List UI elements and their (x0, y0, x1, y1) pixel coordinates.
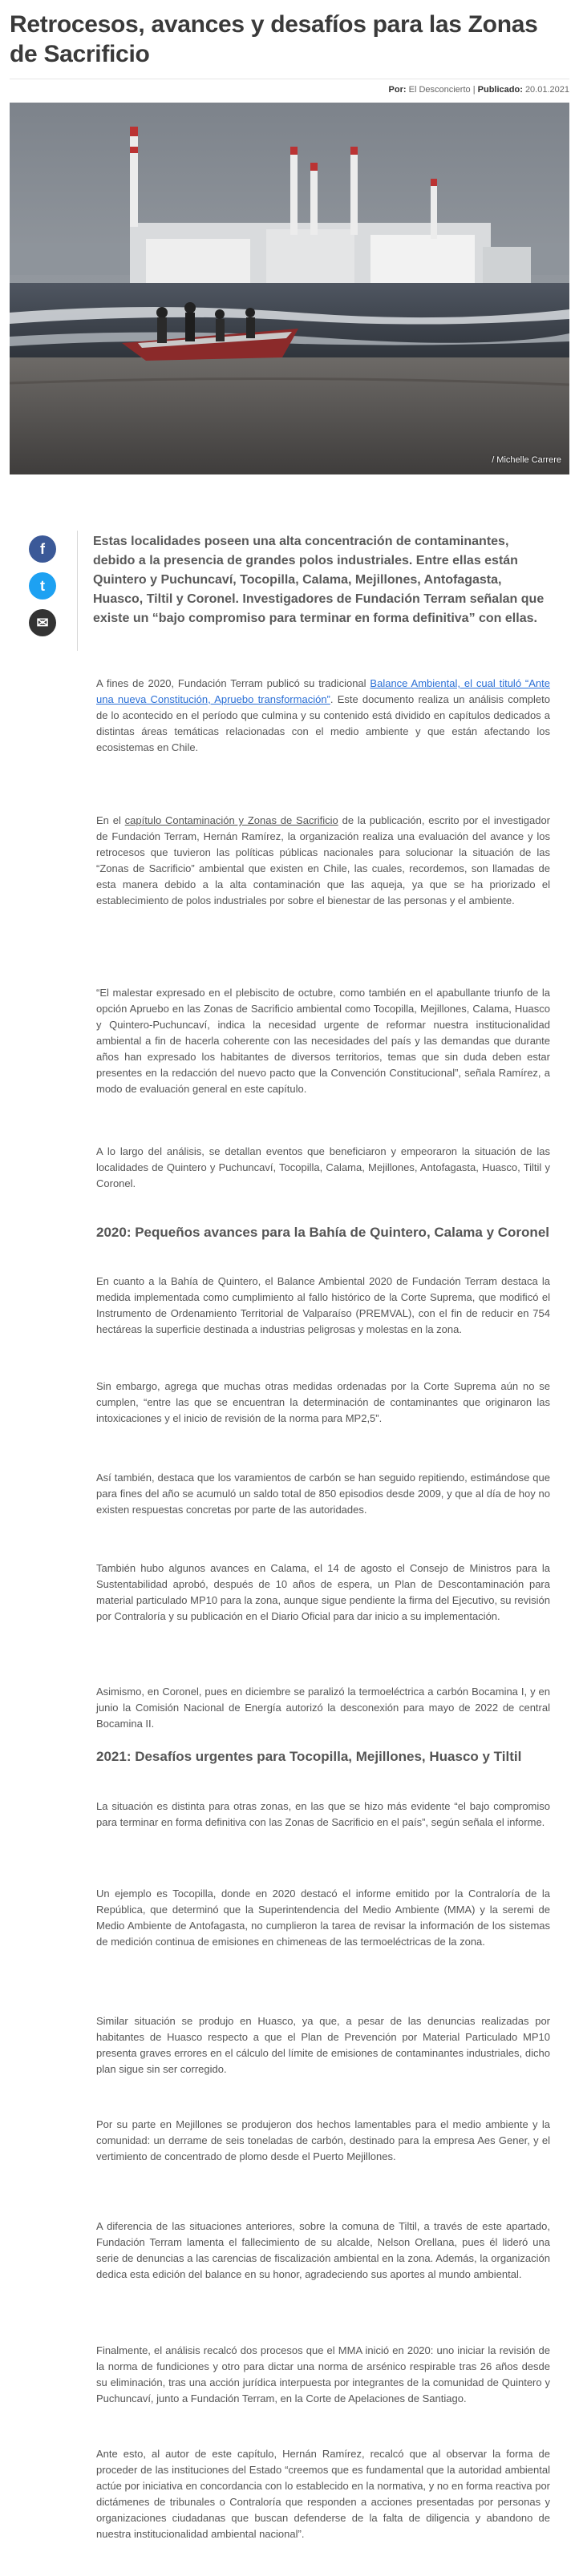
paragraph-5: En cuanto a la Bahía de Quintero, el Balance Ambiental 2020 de Fundación Terram destaca la medida implementada como cumplimiento al fallo histórico de la Corte Suprema, que modificó el Instrumento de Ordenamiento Territorial de Valparaíso (PREMVAL), con el fin de reducir en 754 hectáreas la superficie destinada a industrias peligrosas y molestas en la zona. (96, 1275, 550, 1335)
paragraph-13: Por su parte en Mejillones se produjeron dos hechos lamentables para el medio ambiente y la comunidad: un derrame de seis toneladas de carbón, destinado para la empresa Aes Gener, y el vertimiento de concentrado de plomo desde el Puerto Mejillones. (96, 2118, 550, 2162)
article-lead: Estas localidades poseen una alta concentración de contaminantes, debido a la presencia de grandes polos industriales. Entre ellas están Quintero y Puchuncaví, Tocopilla, Calama, Mejillones, Antofagasta, Huasco, Tiltil y Coronel. Investigadores de Fundación Terram señalan que existe un “bajo compromiso para terminar en forma definitiva” con ellas. (93, 535, 545, 625)
chapter-reference: capítulo Contaminación y Zonas de Sacrificio (124, 814, 338, 826)
paragraph-16: Ante esto, al autor de este capítulo, Hernán Ramírez, recalcó que al observar la forma de proceder de las instituciones del Estado “creemos que es fundamental que la autoridad ambiental actúe por iniciativa en concordancia con lo establecido en la normativa, y no en forma reactiva por dictámenes de tribunales o Contraloría que responden a acciones presentadas por personas y organizaciones ciudadanas que buscan defenderse de la falta de diligencia y abandono de nuestra institucionalidad ambiental nacional”. (96, 2448, 550, 2540)
byline (389, 85, 569, 95)
email-share-button[interactable] (29, 609, 56, 636)
paragraph-6: Sin embargo, agrega que muchas otras medidas ordenadas por la Corte Suprema aún no se cumplen, “entre las que se encuentran la determinación de contaminantes que originaron las intoxicaciones y el inicio de revisión de la norma para MP2,5”. (96, 1380, 550, 1424)
twitter-share-button[interactable] (29, 572, 56, 600)
facebook-icon: f (40, 540, 45, 557)
p1-before: A fines de 2020, Fundación Terram publicó su tradicional (96, 677, 370, 689)
byline-published-label: Publicado: (477, 85, 523, 95)
byline-date: 20.01.2021 (524, 85, 569, 95)
photo-credit: / Michelle Carrere (492, 455, 561, 465)
balance-ambiental-link[interactable]: Balance Ambiental, el cual tituló “Ante una nueva Constitución, Apruebo transformación” (96, 677, 550, 705)
paragraph-1 (96, 676, 550, 756)
lead-divider (77, 531, 78, 651)
paragraph-15: Finalmente, el análisis recalcó dos procesos que el MMA inició en 2020: uno iniciar la revisión de la norma de fundiciones y otro para dictar una norma de arsénico respirable tras 26 años desde su eliminación, tras una acción jurídica interpuesta por integrantes de la comunidad de Quintero y Puchuncaví, junto a Fundación Terram, en la Corte de Apelaciones de Santiago. (96, 2344, 550, 2404)
byline-author[interactable]: El Desconcierto (408, 85, 471, 95)
paragraph-10: La situación es distinta para otras zonas, en las que se hizo más evidente “el bajo compromiso para terminar en forma definitiva con las Zonas de Sacrificio en el país”, según señala el informe. (96, 1800, 550, 1828)
byline-por-label: Por: (388, 85, 407, 95)
p2-before: En el (96, 814, 125, 826)
p2-after: de la publicación, escrito por el investigador de Fundación Terram, Hernán Ramírez, la organización realiza una evaluación del avance y los retrocesos que tuvieron las políticas públicas nacionales para solucionar la situación de las “Zonas de Sacrificio” ambiental que existen en Chile, las cuales, recordemos, son llamadas de esta manera debido a la alta contaminación que las aqueja, ya que se ha priorizado el establecimiento de polos industriales por sobre el bienestar de las personas y el ambiente. (96, 814, 551, 906)
facebook-share-button[interactable] (29, 535, 56, 563)
paragraph-11: Un ejemplo es Tocopilla, donde en 2020 destacó el informe emitido por la Contraloría de la República, que determinó que la Superintendencia del Medio Ambiente (MMA) y la seremi de Medio Ambiente de Antofagasta, no cumplieron la tarea de revisar la información de los sistemas de medición continua de emisiones en chimeneas de las termoeléctricas de la zona. (96, 1888, 550, 1948)
paragraph-7: Así también, destaca que los varamientos de carbón se han seguido repitiendo, estimándose que para fines del año se acumuló un saldo total de 850 episodios desde 2009, y que al día de hoy no existen respuestas concretas por parte de las autoridades. (96, 1472, 550, 1516)
p1-after: . Este documento realiza un análisis completo de lo acontecido en el período que culmina y su contenido está dividido en capítulos dedicados a distintas áreas temáticas relacionadas con el medio ambiente y que están afectando los ecosistemas en Chile. (96, 693, 550, 753)
paragraph-4: A lo largo del análisis, se detallan eventos que beneficiaron y empeoraron la situación de las localidades de Quintero y Puchuncaví, Tocopilla, Calama, Mejillones, Antofagasta, Huasco, Tiltil y Coronel. (96, 1145, 550, 1189)
twitter-icon: t (40, 577, 45, 594)
byline-separator: | (472, 85, 476, 95)
hero-photo-illustration (10, 103, 569, 474)
section-heading-2021: 2021: Desafíos urgentes para Tocopilla, Mejillones, Huasco y Tiltil (96, 1749, 522, 1764)
share-bar (29, 535, 58, 646)
email-icon: ✉ (36, 614, 49, 631)
paragraph-2 (96, 813, 550, 909)
section-heading-2020: 2020: Pequeños avances para la Bahía de Quintero, Calama y Coronel (96, 1225, 549, 1240)
paragraph-9: Asimismo, en Coronel, pues en diciembre se paralizó la termoeléctrica a carbón Bocamina I, y en junio la Comisión Nacional de Energía autorizó la desconexión para mayo de 2022 de central Bocamina II. (96, 1686, 550, 1730)
hero-image (10, 103, 569, 474)
paragraph-12: Similar situación se produjo en Huasco, ya que, a pesar de las denuncias realizadas por habitantes de Huasco respecto a que el Plan de Prevención por Material Particulado MP10 presenta graves errores en el cálculo del límite de emisiones de contaminantes industriales, dicho plan sigue sin ser corregido. (96, 2015, 550, 2075)
article-title: Retrocesos, avances y desafíos para las Zonas de Sacrificio (10, 11, 538, 67)
paragraph-14: A diferencia de las situaciones anteriores, sobre la comuna de Tiltil, a través de este apartado, Fundación Terram lamenta el fallecimiento de su alcalde, Nelson Orellana, pues él lideró una serie de denuncias a las carencias de fiscalización ambiental en la zona. Además, la organización dedica esta edición del balance en su honor, agradeciendo sus aportes al mundo ambiental. (96, 2220, 550, 2280)
paragraph-8: También hubo algunos avances en Calama, el 14 de agosto el Consejo de Ministros para la Sustentabilidad aprobó, después de 10 años de espera, un Plan de Descontaminación para material particulado MP10 para la zona, aunque sigue pendiente la firma del Ejecutivo, su revisión por Contraloría y su publicación en el Diario Oficial para dar inicio a su implementación. (96, 1562, 550, 1622)
paragraph-3: “El malestar expresado en el plebiscito de octubre, como también en el apabullante triunfo de la opción Apruebo en las Zonas de Sacrificio ambiental como Tocopilla, Mejillones, Calama, Huasco y Quintero-Puchuncaví, indica la necesidad urgente de reformar nuestra institucionalidad ambiental a fin de hacerla coherente con las necesidades del país y las demandas que durante años han expresado los habitantes de diversos territorios, temas que sin duda deben estar presentes en la redacción del nuevo pacto que la Convención Constitucional”, señala Ramírez, a modo de evaluación general en este capítulo. (96, 987, 550, 1095)
